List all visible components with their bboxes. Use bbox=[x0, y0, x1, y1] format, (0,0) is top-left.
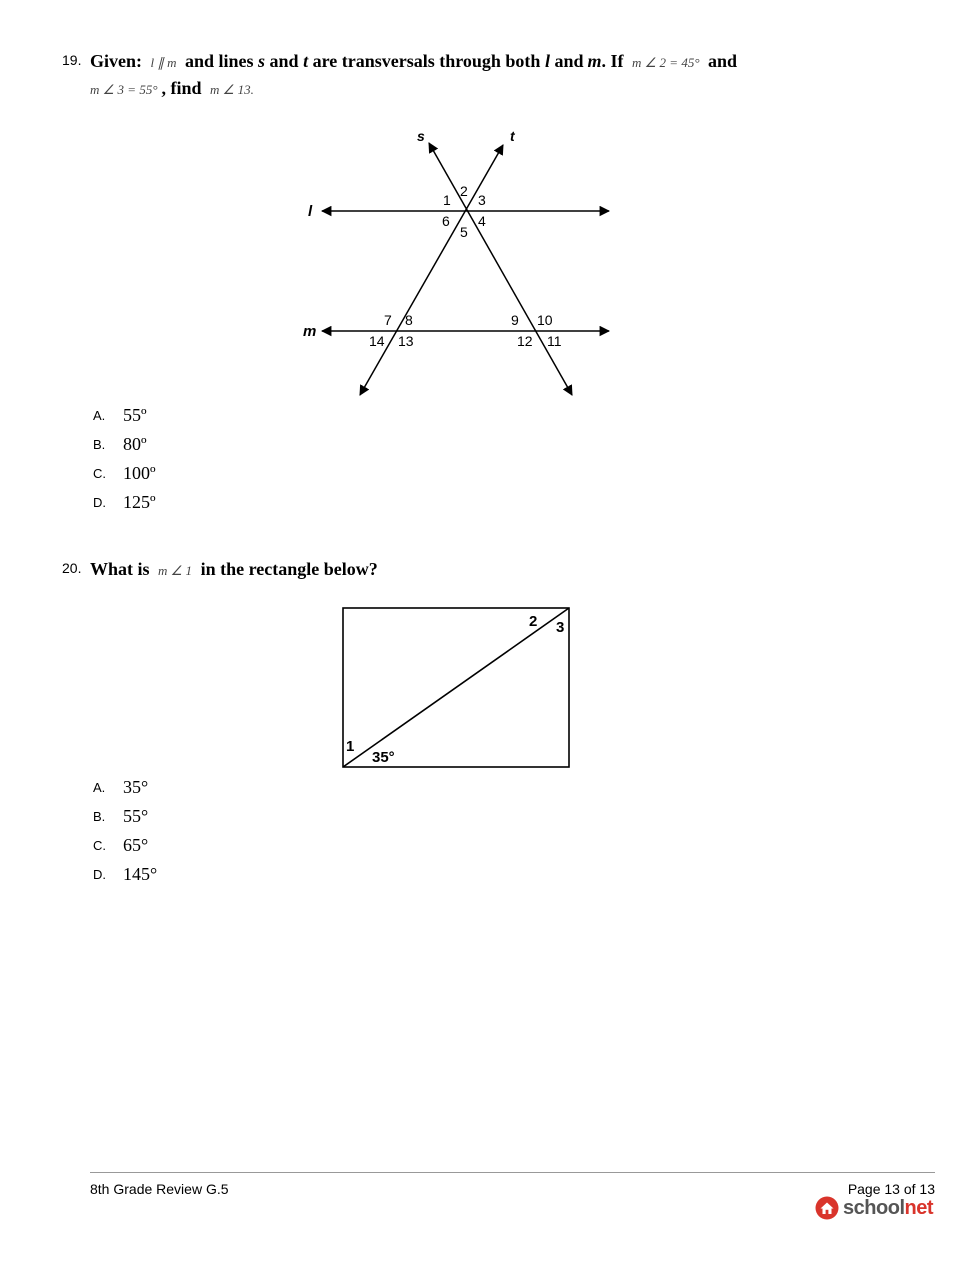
var-m: m bbox=[587, 51, 602, 71]
choice-c[interactable] bbox=[93, 835, 148, 859]
question-20-number: 20. bbox=[62, 560, 82, 576]
brand-net: net bbox=[904, 1196, 933, 1219]
angle-label: 11 bbox=[547, 333, 562, 349]
line-s bbox=[429, 143, 572, 395]
choice-value: 145° bbox=[123, 864, 158, 884]
question-19-number: 19. bbox=[62, 52, 82, 68]
angle-label: 1 bbox=[443, 192, 451, 208]
q19-text: and bbox=[269, 51, 299, 71]
page-number: Page 13 of 13 bbox=[847, 1181, 935, 1197]
label-l: l bbox=[308, 203, 313, 220]
angle-label: 5 bbox=[460, 224, 468, 240]
angle-label-1: 1 bbox=[346, 738, 355, 755]
angle-label: 10 bbox=[537, 312, 553, 328]
angle-3-expression: m ∠ 3 = 55° bbox=[90, 82, 158, 97]
angle-label: 2 bbox=[460, 183, 468, 199]
angle-label: 8 bbox=[405, 312, 413, 328]
choice-letter: B. bbox=[93, 809, 106, 824]
angle-label: 14 bbox=[369, 333, 385, 349]
choice-b[interactable] bbox=[93, 806, 148, 830]
parallel-lines-diagram bbox=[0, 0, 979, 420]
var-t: t bbox=[303, 51, 309, 71]
question-20-text bbox=[90, 559, 378, 580]
choice-letter: A. bbox=[93, 408, 106, 423]
q19-text: and lines bbox=[185, 51, 254, 71]
angle-label-3: 3 bbox=[556, 619, 565, 636]
brand-school: school bbox=[843, 1196, 905, 1219]
choice-letter: D. bbox=[93, 495, 106, 510]
angle-label: 7 bbox=[384, 312, 392, 328]
q20-text: in the rectangle below? bbox=[200, 559, 378, 579]
choice-a[interactable] bbox=[93, 777, 148, 801]
choice-d[interactable] bbox=[93, 864, 157, 888]
label-t: t bbox=[510, 128, 515, 144]
given-label: Given: bbox=[90, 51, 142, 71]
choice-value: 100º bbox=[123, 463, 156, 483]
angle-label-2: 2 bbox=[529, 613, 538, 630]
angle-label-35: 35° bbox=[372, 749, 395, 766]
angle-label: 3 bbox=[478, 192, 486, 208]
choice-letter: A. bbox=[93, 780, 106, 795]
label-m: m bbox=[303, 323, 317, 340]
angle-13-expression: m ∠ 13. bbox=[210, 82, 254, 97]
angle-label: 4 bbox=[478, 213, 486, 229]
footer-title: 8th Grade Review G.5 bbox=[90, 1181, 229, 1197]
angle-label: 9 bbox=[511, 312, 519, 328]
choice-value: 125º bbox=[123, 492, 156, 512]
label-s: s bbox=[417, 128, 425, 144]
house-icon bbox=[815, 1196, 839, 1220]
choice-letter: C. bbox=[93, 466, 106, 481]
choice-value: 65° bbox=[123, 835, 149, 855]
brand-name bbox=[843, 1197, 933, 1220]
choice-letter: D. bbox=[93, 867, 106, 882]
q19-text: and bbox=[708, 51, 738, 71]
choice-d[interactable] bbox=[93, 492, 156, 516]
choice-b[interactable] bbox=[93, 434, 147, 458]
var-l: l bbox=[544, 51, 550, 71]
choice-value: 80º bbox=[123, 434, 147, 454]
q19-text: and bbox=[554, 51, 584, 71]
angle-label: 13 bbox=[398, 333, 414, 349]
line-t bbox=[360, 145, 503, 395]
var-s: s bbox=[258, 51, 266, 71]
q20-text: What is bbox=[90, 559, 150, 579]
footer-divider bbox=[90, 1172, 935, 1173]
choice-value: 55° bbox=[123, 806, 149, 826]
choice-letter: C. bbox=[93, 838, 106, 853]
choice-letter: B. bbox=[93, 437, 106, 452]
choice-c[interactable] bbox=[93, 463, 156, 487]
q19-text: , find bbox=[161, 78, 202, 98]
q19-text: . If bbox=[601, 51, 624, 71]
angle-label: 6 bbox=[442, 213, 450, 229]
angle-1-expression: m ∠ 1 bbox=[158, 563, 193, 578]
angle-label: 12 bbox=[517, 333, 533, 349]
diagonal bbox=[343, 608, 569, 767]
parallel-expression: l ∥ m bbox=[150, 55, 177, 70]
angle-2-expression: m ∠ 2 = 45° bbox=[632, 55, 700, 70]
choice-a[interactable] bbox=[93, 405, 147, 429]
choice-value: 35° bbox=[123, 777, 149, 797]
choice-value: 55º bbox=[123, 405, 147, 425]
rectangle-diagram bbox=[0, 590, 979, 790]
schoolnet-logo bbox=[815, 1196, 933, 1220]
q19-text: are transversals through both bbox=[312, 51, 541, 71]
